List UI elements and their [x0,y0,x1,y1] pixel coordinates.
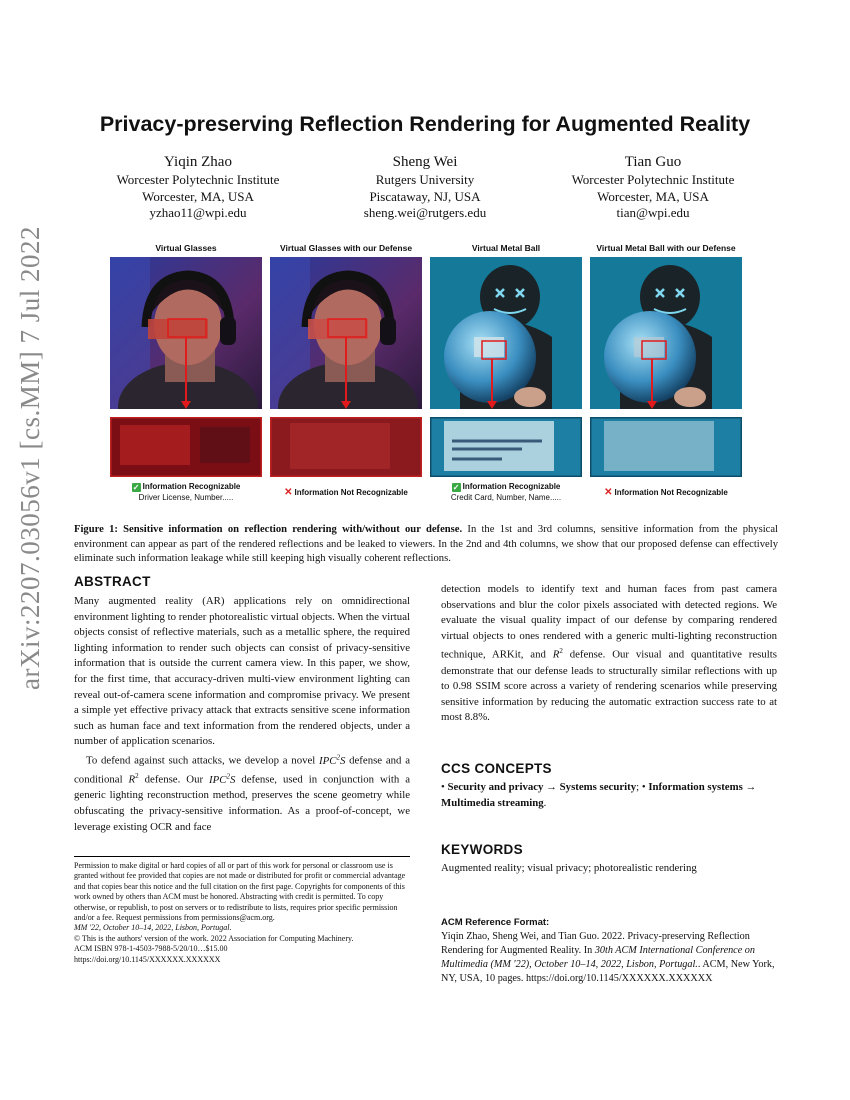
acm-reference-text: Yiqin Zhao, Sheng Wei, and Tian Guo. 2022. Privacy-preserving Reflection Rendering for Augmented Reality. In 30th ACM International Conference on Multimedia (MM '22), October 10–14, 2022, Lisbon, Portugal.. ACM, New York, NY, USA, 10 pages. https://doi.org/10.1145/XXXXXX.XXXXXX [441,931,775,984]
check-icon: ✓ [132,483,140,492]
arxiv-stamp: arXiv:2207.03056v1 [cs.MM] 7 Jul 2022 [15,226,45,690]
author-affiliation: Rutgers University [375,172,475,187]
ccs-heading: CCS CONCEPTS [441,761,552,776]
copyright-line: © This is the authors' version of the work. 2022 Association for Computing Machinery. [74,933,354,943]
ccs-concepts: • Security and privacy → Systems security; • Information systems → Multimedia streaming. [441,781,757,809]
figure-crop-glasses-defense [270,417,422,477]
cross-icon: ✕ [284,487,293,498]
keywords-heading: KEYWORDS [441,842,523,857]
figure-photo-metal-ball [430,257,582,409]
figure-result [106,482,266,503]
caption-text: In the 1st and 3rd columns, sensitive information from the physical environment can appear as part of the rendered reflections and be leaked to viewers. In the 2nd and 4th columns, we show that our proposed defense can effectively eliminate such information leakage while still keeping high visually coherent reflections. [74,524,778,564]
ccs-section [441,761,777,811]
figure-result [586,488,746,499]
author-name: Yiqin Zhao [164,154,232,170]
result-text: Information Not Recognizable [614,488,728,497]
author-block [315,152,535,222]
figure-crop-metal-ball-defense [590,417,742,477]
abstract-paragraph: detection models to identify text and human faces from past camera observations and blur the color pixels associated with detected regions. We evaluate the visual quality impact of our defense by comparing rendered virtual objects to ones rendered with a generic multi-lighting reconstruction technique, ARKit, and $R^2$ defense. Our visual and quantitative results demonstrate that our defense leads to structurally similar reflections with up to 0.98 SSIM score across a variety of rendering scenarios while preserving sensitive information by reducing the automatic extraction success rate to at most 8.8%. [441,583,777,724]
cross-icon: ✕ [604,487,613,498]
author-affiliation: Worcester Polytechnic Institute [116,172,280,187]
acm-reference-section [441,917,777,986]
result-detail: Driver License, Number..... [138,492,234,502]
author-email: sheng.wei@rutgers.edu [363,205,487,220]
result-text: Information Not Recognizable [294,488,408,497]
permission-footnote [74,856,410,965]
figure-panel-label: Virtual Glasses with our Defense [279,243,413,253]
keywords-section [441,842,777,877]
result-text: Information Recognizable [142,482,241,491]
author-email: tian@wpi.edu [616,205,690,220]
keywords-text: Augmented reality; visual privacy; photorealistic rendering [441,862,697,874]
author-affiliation: Worcester Polytechnic Institute [571,172,735,187]
doi-line: https://doi.org/10.1145/XXXXXX.XXXXXX [74,954,221,964]
abstract-section [74,574,410,835]
caption-label: Figure 1: Sensitive information on reflection rendering with/without our defense. [74,524,463,535]
abstract-continued [441,582,777,726]
author-name: Tian Guo [624,154,682,170]
author-location: Worcester, MA, USA [597,188,709,204]
figure-photo-virtual-glasses-defense [270,257,422,409]
figure-panel-label: Virtual Metal Ball [471,243,541,253]
figure-caption [74,523,778,567]
figure-result [266,488,426,499]
author-block [543,152,763,222]
figure-panel-label: Virtual Metal Ball with our Defense [596,243,736,253]
figure-photo-metal-ball-defense [590,257,742,409]
paper-title: Privacy-preserving Reflection Rendering for Augmented Reality [99,112,751,136]
result-detail: Credit Card, Number, Name..... [450,492,562,502]
figure-crop-glasses [110,417,262,477]
abstract-paragraph: Many augmented reality (AR) applications rely on omnidirectional environment lighting to render photorealistic virtual objects. When the virtual objects consist of reflective materials, such as a metallic sphere, the required lighting information to render such objects can consist of privacy-sensitive information that is outside the current camera view. In this paper, we show, for the first time, that accuracy-driven multi-view environment lighting can reveal out-of-camera scene information and compromise privacy. We present a simple yet effective privacy attack that extracts sensitive scene information such as human face and text information from the rendered objects, under a number of application scenarios. [74,595,410,748]
figure-panel-label: Virtual Glasses [155,243,217,253]
check-icon: ✓ [452,483,460,492]
venue-line: MM '22, October 10–14, 2022, Lisbon, Portugal. [74,923,232,933]
author-location: Worcester, MA, USA [142,188,254,204]
abstract-paragraph: To defend against such attacks, we develop a novel IPC$^2$S defense and a conditional $R^2$ defense. Our IPC$^2$S defense, used in conjunction with a generic lighting reconstruction method, preserves the scene geometry while obfuscating the privacy-sensitive information. As a proof-of-concept, we leverage existing OCR and face [74,752,410,833]
result-text: Information Recognizable [462,482,561,491]
figure-result [426,482,586,503]
author-location: Piscataway, NJ, USA [369,188,481,204]
figure-photo-virtual-glasses [110,257,262,409]
acm-reference-heading: ACM Reference Format: [441,917,550,928]
abstract-heading: ABSTRACT [74,574,151,589]
author-email: yzhao11@wpi.edu [149,205,247,220]
figure-crop-metal-ball [430,417,582,477]
permission-text: Permission to make digital or hard copies of all or part of this work for personal or classroom use is granted without fee provided that copies are not made or distributed for profit or commercial advantage and that copies bear this notice and the full citation on the first page. Copyrights for components of this work owned by others than ACM must be honored. Abstracting with credit is permitted. To copy otherwise, or republish, to post on servers or to redistribute to lists, requires prior specific permission and/or a fee. Request permissions from permissions@acm.org. [74,861,406,923]
isbn-line: ACM ISBN 978-1-4503-7988-5/20/10…$15.00 [74,944,228,954]
author-name: Sheng Wei [392,154,458,170]
author-block [88,152,308,222]
